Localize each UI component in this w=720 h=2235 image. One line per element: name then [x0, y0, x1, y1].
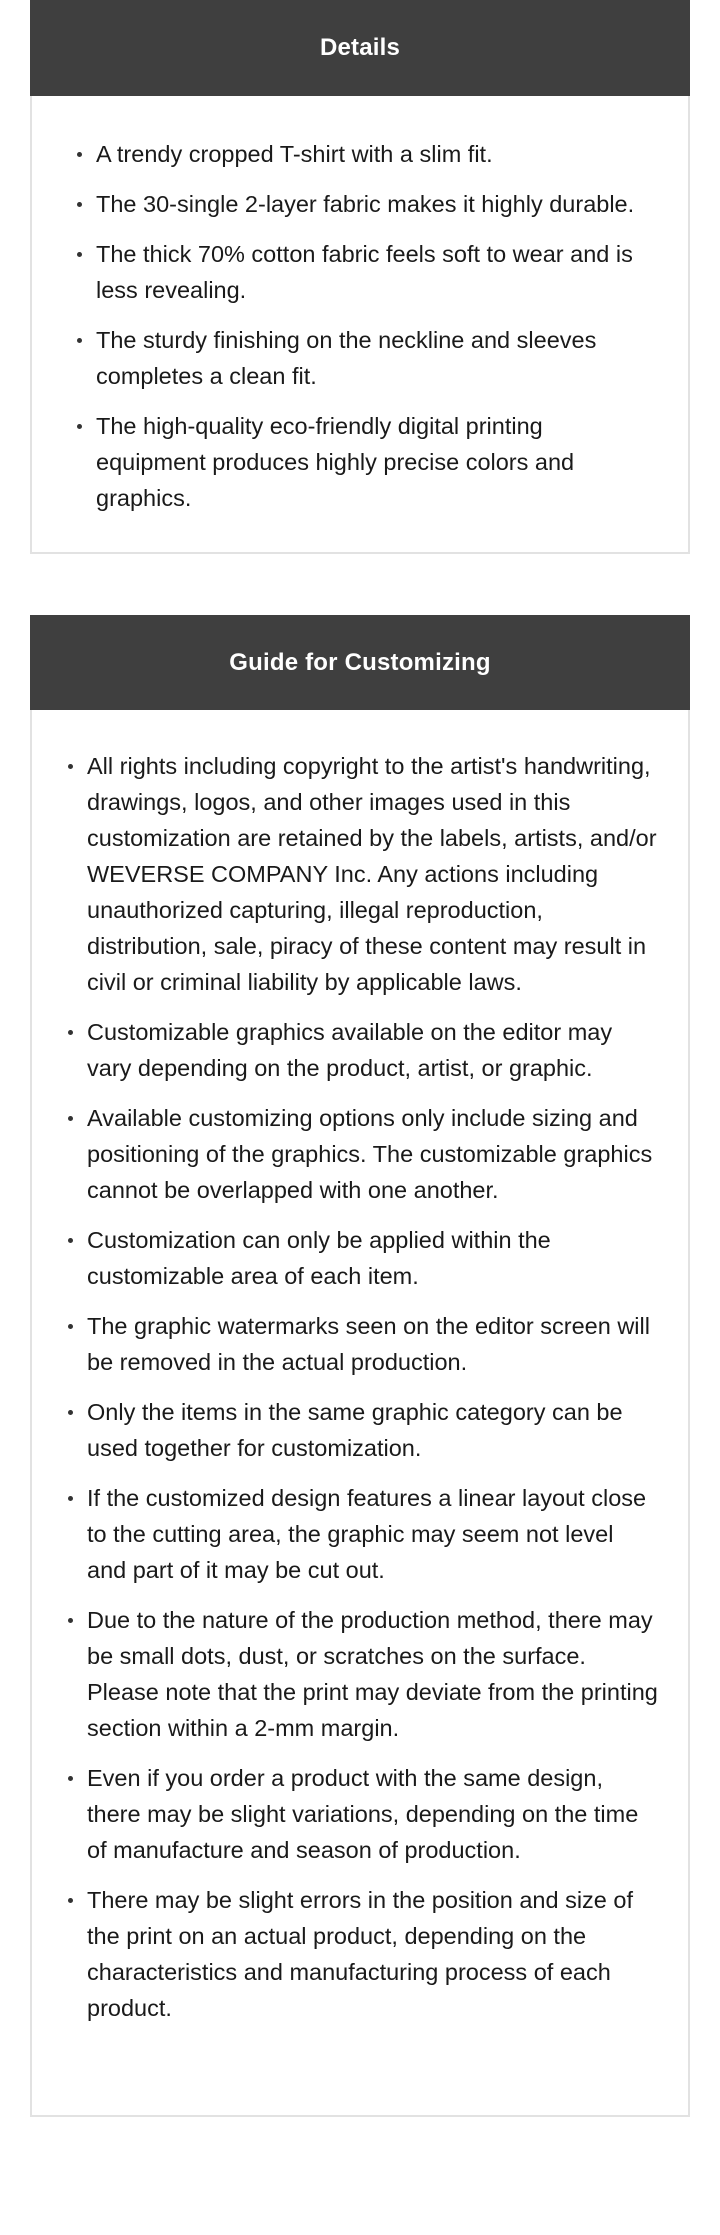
- guide-item: [87, 1308, 658, 1380]
- guide-item-text: There may be slight errors in the position and size of the print on an actual product, depending on the characteristics and manufacturing process of each product.: [87, 1887, 633, 2021]
- guide-item-text: Even if you order a product with the same design, there may be slight variations, depending on the time of manufacture and season of production.: [87, 1765, 639, 1863]
- guide-item: [87, 1222, 658, 1294]
- guide-item: [87, 1760, 658, 1868]
- guide-item: [87, 1602, 658, 1746]
- guide-item-text: Customization can only be applied within the customizable area of each item.: [87, 1227, 551, 1289]
- guide-title: Guide for Customizing: [229, 648, 491, 676]
- details-item-text: A trendy cropped T-shirt with a slim fit.: [96, 141, 493, 167]
- bullet-dot-icon: [68, 1238, 73, 1243]
- bullet-dot-icon: [68, 1324, 73, 1329]
- guide-header: [30, 615, 690, 710]
- guide-item-text: All rights including copyright to the artist's handwriting, drawings, logos, and other images used in this customization are retained by the labels, artists, and/or WEVERSE COMPANY Inc. Any actions including unauthorized capturing, illegal reproduction, distribution, sale, piracy of these content may result in civil or criminal liability by applicable laws.: [87, 753, 657, 995]
- guide-item: [87, 748, 658, 1000]
- guide-item-text: Available customizing options only include sizing and positioning of the graphics. The customizable graphics cannot be overlapped with one another.: [87, 1105, 653, 1203]
- details-item: [96, 136, 658, 172]
- bullet-dot-icon: [77, 152, 82, 157]
- bullet-dot-icon: [68, 1776, 73, 1781]
- details-item-text: The high-quality eco-friendly digital printing equipment produces highly precise colors and graphics.: [96, 413, 575, 511]
- guide-card: [30, 615, 690, 2117]
- details-item: [96, 408, 658, 516]
- guide-item: [87, 1480, 658, 1588]
- details-item-text: The sturdy finishing on the neckline and sleeves completes a clean fit.: [96, 327, 597, 389]
- details-card: [30, 0, 690, 554]
- details-item: [96, 236, 658, 308]
- bullet-dot-icon: [68, 1410, 73, 1415]
- guide-item-text: If the customized design features a linear layout close to the cutting area, the graphic may seem not level and part of it may be cut out.: [87, 1485, 647, 1583]
- details-item: [96, 186, 658, 222]
- details-item-text: The 30-single 2-layer fabric makes it highly durable.: [96, 191, 635, 217]
- details-header: [30, 0, 690, 96]
- guide-item-text: Customizable graphics available on the editor may vary depending on the product, artist, or graphic.: [87, 1019, 613, 1081]
- guide-item: [87, 1014, 658, 1086]
- bullet-dot-icon: [77, 338, 82, 343]
- bullet-dot-icon: [68, 1496, 73, 1501]
- guide-item-text: Due to the nature of the production method, there may be small dots, dust, or scratches on the surface. Please note that the print may deviate from the printing section within a 2-mm margin.: [87, 1607, 658, 1741]
- bullet-dot-icon: [68, 764, 73, 769]
- details-list: [32, 96, 688, 516]
- guide-item-text: Only the items in the same graphic category can be used together for customization.: [87, 1399, 623, 1461]
- bullet-dot-icon: [77, 202, 82, 207]
- details-title: Details: [319, 34, 401, 61]
- guide-item: [87, 1100, 658, 1208]
- guide-item-text: The graphic watermarks seen on the editor screen will be removed in the actual production.: [87, 1313, 650, 1375]
- bullet-dot-icon: [77, 252, 82, 257]
- bullet-dot-icon: [68, 1030, 73, 1035]
- details-item-text: The thick 70% cotton fabric feels soft to wear and is less revealing.: [96, 241, 633, 303]
- bullet-dot-icon: [68, 1618, 73, 1623]
- guide-item: [87, 1882, 658, 2026]
- bullet-dot-icon: [68, 1898, 73, 1903]
- bullet-dot-icon: [68, 1116, 73, 1121]
- bullet-dot-icon: [77, 424, 82, 429]
- guide-list: [32, 710, 688, 2026]
- details-item: [96, 322, 658, 394]
- guide-item: [87, 1394, 658, 1466]
